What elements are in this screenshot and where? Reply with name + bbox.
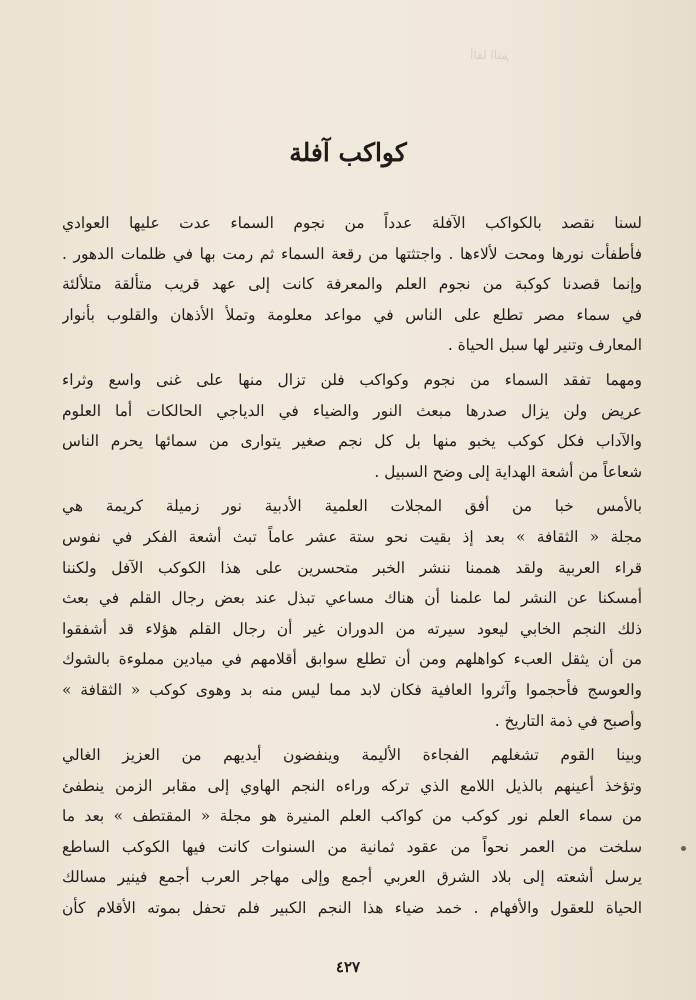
margin-mark (681, 846, 686, 851)
text-line: المعارف وتنير لها سبل الحياة . (447, 336, 642, 355)
text-line: والآداب فكل كوكب يخبو منها بل كل نجم صغير يتوارى من سمائها يحرم الناس (62, 432, 642, 451)
text-line: يرسل أشعته إلى بلاد الشرق العربي أجمع وإلى مهاجر العرب أجمع فينير مسالك (62, 868, 642, 887)
text-line: بالأمس خبا من أفق المجلات العلمية الأدبية نور زميلة كريمة هي (62, 497, 642, 516)
text-line: شعاعاً من أشعة الهداية إلى وضح السبيل . (374, 462, 642, 481)
text-line: وتؤخذ أعينهم بالذيل اللامع الذي تركه وراءه النجم الهاوي إلى مقابر الزمن ينطفئ (62, 776, 642, 795)
text-line: ذلك النجم الخابي ليعود سيرته من الدوران غير أن رجال القلم هؤلاء قد أشفقوا (62, 619, 642, 638)
text-line: سلخت من العمر نحواً من عقود ثمانية من السنوات كانت فيها الكوكب الساطع (62, 837, 642, 856)
page-title: كواكب آفلة (289, 138, 407, 167)
text-line: من أن يثقل العبء كواهلهم ومن أن تطلع سوابق أقلامهم في ميادين مملوءة بالشوك (62, 650, 642, 669)
text-line: والعوسج فأحجموا وآثروا العافية فكان لابد مما ليس منه بد وهوى كوكب « الثقافة » (62, 680, 642, 699)
text-line: ومهما تفقد السماء من نجوم وكواكب فلن تزال منها على غنى واسع وثراء (62, 370, 642, 389)
text-line: الحياة للعقول والأفهام . خمد ضياء هذا النجم الكبير فلم تحفل بموته الأقلام كأن (62, 899, 642, 918)
text-line: قراء العربية ولقد هممنا ننشر الخبر متحسرين على هذا الكوكب الآفل ولكننا (62, 558, 642, 577)
text-line: فأطفأت نورها ومحت لألاءها . واجتثتها من رقعة السماء ثم رمت بها في ظلمات الدهور . (62, 244, 642, 263)
text-line: وبينا القوم تشغلهم الفجاءة الأليمة وينفضون أيديهم من العزيز الغالي (62, 746, 642, 765)
text-line: في سماء مصر تطلع على الناس في مواعد معلومة وتملأ الأذهان والقلوب بأنوار (62, 305, 642, 324)
bleed-through-text: ألقا التم (470, 48, 510, 62)
text-line: أمسكنا عن النشر لما علمنا أن هناك مساعي تبذل عند بعض رجال القلم في بعث (62, 589, 642, 608)
article-body (62, 208, 642, 924)
text-line: مجلة « الثقافة » بعد إذ بقيت نحو ستة عشر عاماً تبث أشعة الفكر في نفوس (62, 527, 642, 546)
text-line: لسنا نقصد بالكواكب الآفلة عدداً من نجوم السماء عدت عليها العوادي (62, 214, 642, 232)
text-line: من سماء العلم نور كوكب من كواكب العلم المنيرة هو مجلة « المقتطف » بعد ما (62, 807, 642, 826)
text-line: وإنما قصدنا كوكبة من نجوم العلم والمعرفة كانت إلى عهد قريب متألقة متلألئة (62, 275, 642, 294)
page-number: ٤٢٧ (335, 958, 361, 976)
text-line: وأصبح في ذمة التاريخ . (494, 711, 642, 730)
text-line: عريض ولن يزال صدرها مبعث النور والضياء في الدياجي الحالكات أما العلوم (62, 401, 642, 420)
